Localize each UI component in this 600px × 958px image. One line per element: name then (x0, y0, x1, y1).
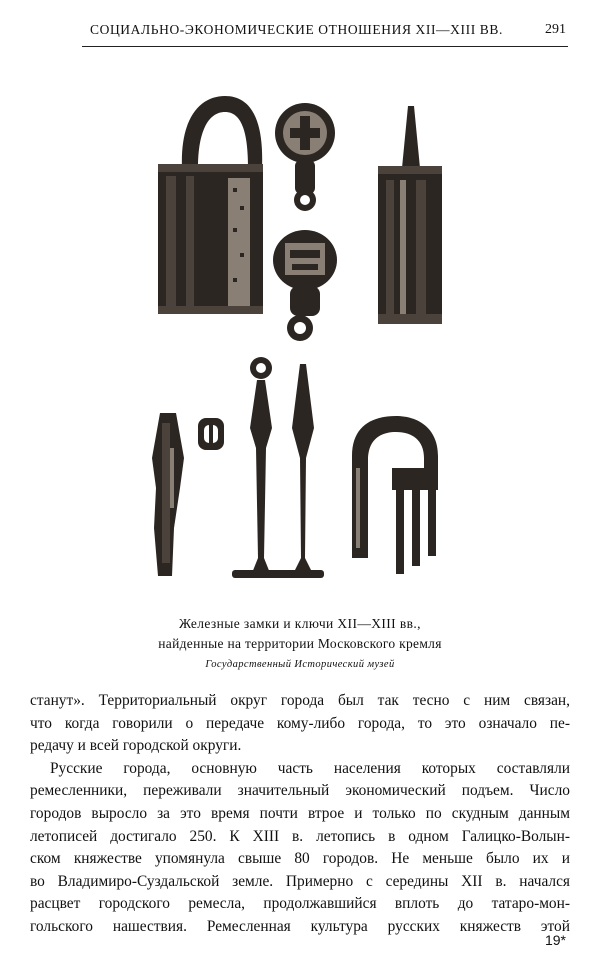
page-number: 291 (545, 22, 566, 37)
running-header (82, 16, 568, 47)
lock-shackle-image (198, 418, 224, 450)
ring-key-image (232, 357, 292, 578)
lock-bracket-image (152, 413, 184, 576)
padlock-cylinder-image (378, 106, 442, 324)
padlock-large-image (158, 96, 263, 314)
spike-key-image (278, 364, 324, 578)
figure-credit (100, 659, 500, 670)
text-line: станут». Территориальный округ города был так тесно с ним связан, (30, 692, 570, 709)
key-plate-bottom-image (273, 230, 337, 341)
text-line: что когда говорили о передаче кому-либо города, то это означало пе- (30, 714, 570, 732)
credit-line: Государственный Исторический музей (205, 659, 395, 670)
key-plate-top-image (275, 103, 335, 211)
figure-caption-continued (100, 636, 500, 652)
comb-key-image (352, 416, 438, 574)
text-line: во Владимиро-Суздальской земле. Примерно с середины XII в. начался (30, 872, 570, 890)
running-title: СОЦИАЛЬНО-ЭКОНОМИЧЕСКИЕ ОТНОШЕНИЯ XII—XIII ВВ. (90, 22, 503, 37)
caption-line: Железные замки и ключи XII—XIII вв., (179, 616, 421, 631)
text-line: гольского нашествия. Ремесленная культура русских княжеств этой (30, 917, 570, 935)
body-text (30, 690, 570, 939)
text-line: ском княжестве упомянула свыше 80 городов. Не меньше было их и (30, 850, 570, 868)
text-line: летописей достигало 250. К XIII в. летопись в одном Галицко-Волын- (30, 827, 570, 845)
text-line: Русские города, основную часть населения которых составляли (50, 759, 570, 777)
text-line: городов выросло за это время почти втрое и только по скудным данным (30, 804, 570, 822)
caption-line: найденные на территории Московского кремля (158, 636, 442, 651)
figure-caption (100, 616, 500, 632)
text-line: ремесленники, переживали значительный экономический подъем. Число (30, 782, 570, 800)
artifact-photo (140, 88, 460, 593)
text-line: расцвет городского ремесла, продолжавшийся вплоть до татаро-мон- (30, 895, 570, 913)
signature-mark: 19* (544, 932, 566, 948)
text-line: редачу и всей городской округи. (30, 737, 242, 755)
